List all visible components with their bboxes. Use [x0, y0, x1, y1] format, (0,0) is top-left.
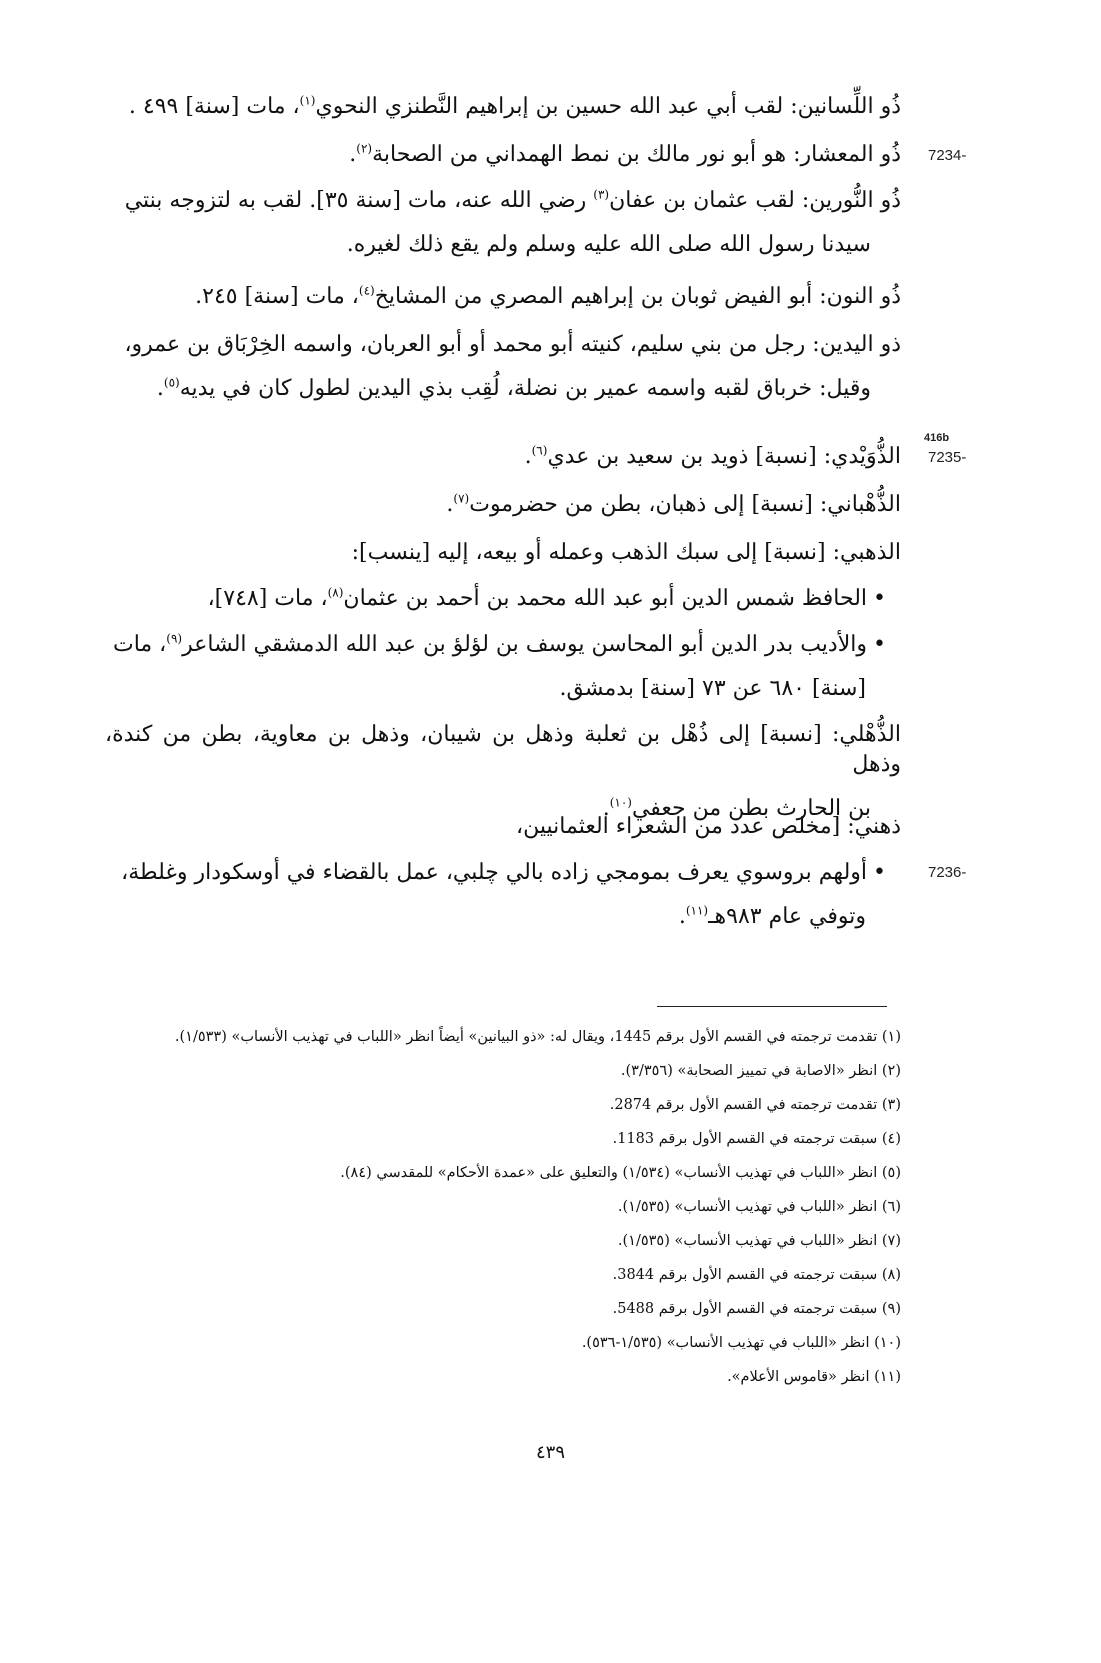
entry: ذُو المعشار: هو أبو نور مالك بن نمط الهمداني من الصحابة$^{(٢)}$. — [349, 141, 901, 167]
footnote: (١١) انظر «قاموس الأعلام». — [727, 1369, 901, 1385]
footnote-divider — [657, 1006, 887, 1007]
footnote: (١٠) انظر «اللباب في تهذيب الأنساب» (١/٥٣٥-٥٣٦). — [581, 1335, 901, 1351]
entry: ذُو النون: أبو الفيض ثوبان بن إبراهيم المصري من المشايخ$^{(٤)}$، مات [سنة] ٢٤٥. — [195, 283, 901, 309]
footnote: (٢) انظر «الاصابة في تمييز الصحابة» (٣/٣٥٦). — [620, 1063, 901, 1079]
entry-number: 7235- — [928, 449, 967, 466]
footnote: (٦) انظر «اللباب في تهذيب الأنساب» (١/٥٣٥). — [617, 1199, 901, 1215]
entry-bullet: •الحافظ شمس الدين أبو عبد الله محمد بن أحمد بن عثمان$^{(٨)}$، مات [٧٤٨]، — [207, 585, 886, 611]
entry-bullet: •والأديب بدر الدين أبو المحاسن يوسف بن لؤلؤ بن عبد الله الدمشقي الشاعر$^{(٩)}$، مات [سنة] ٦٨٠ عن ٧٣ [سنة] بدمشق. — [112, 631, 886, 701]
entry: الذُّهْباني: [نسبة] إلى ذهبان، بطن من حضرموت$^{(٧)}$. — [446, 491, 901, 517]
entry: ذو اليدين: رجل من بني سليم، كنيته أبو محمد أو أبو العربان، واسمه الخِرْبَاق بن عمرو، وقيل: خرباق لقبه واسمه عمير بن نضلة، لُقِب بذي اليدين لطول كان في يديه$^{(٥)}$. — [124, 332, 901, 401]
footnote: (٩) سبقت ترجمته في القسم الأول برقم 5488. — [612, 1301, 901, 1317]
entry-bullet: •أولهم بروسوي يعرف بمومجي زاده بالي چلبي، عمل بالقضاء في أوسكودار وغلطة، وتوفي عام ٩٨٣هـ$^{(١١)}$. — [121, 860, 886, 929]
entry: الذُّوَيْدي: [نسبة] ذويد بن سعيد بن عدي$^{(٦)}$. — [524, 443, 901, 469]
entry: ذُو النُّورين: لقب عثمان بن عفان$^{(٣)}$ رضي الله عنه، مات [سنة ٣٥]. لقب به لتزوجه بنتي سيدنا رسول الله صلى الله عليه وسلم ولم يقع ذلك لغيره. — [124, 187, 901, 257]
entry-number: 7234- — [928, 147, 967, 164]
entry: ذُو اللِّسانين: لقب أبي عبد الله حسين بن إبراهيم النَّطنزي النحوي$^{(١)}$، مات [سنة] ٤٩٩ . — [128, 93, 901, 119]
footnote: (٥) انظر «اللباب في تهذيب الأنساب» (١/٥٣٤) والتعليق على «عمدة الأحكام» للمقدسي (٨٤). — [340, 1165, 901, 1181]
entry: الذهبي: [نسبة] إلى سبك الذهب وعمله أو بيعه، إليه [ينسب]: — [351, 540, 901, 565]
footnote: (٤) سبقت ترجمته في القسم الأول برقم 1183. — [612, 1131, 901, 1147]
footnote: (٣) تقدمت ترجمته في القسم الأول برقم 2874. — [609, 1097, 901, 1113]
folio-marker: 416b — [924, 432, 950, 444]
entry: الذُّهْلي: [نسبة] إلى ذُهْل بن ثعلبة وذهل بن شيبان، وذهل بن معاوية، بطن من كندة، وذهل بن الحارث بطن من جعفي$^{(١٠)}$. — [105, 722, 901, 821]
entry-number: 7236- — [928, 864, 967, 881]
footnote: (٧) انظر «اللباب في تهذيب الأنساب» (١/٥٣٥). — [617, 1233, 901, 1249]
page-number: ٤٣٩ — [535, 1442, 565, 1463]
footnote: (١) تقدمت ترجمته في القسم الأول برقم 1445، ويقال له: «ذو البيانين» أيضاً انظر «اللباب في تهذيب الأنساب» (١/٥٣٣). — [174, 1029, 901, 1045]
entry: ذهني: [مخلص عدد من الشعراء العثمانيين، — [516, 814, 901, 839]
footnote: (٨) سبقت ترجمته في القسم الأول برقم 3844. — [612, 1267, 901, 1283]
